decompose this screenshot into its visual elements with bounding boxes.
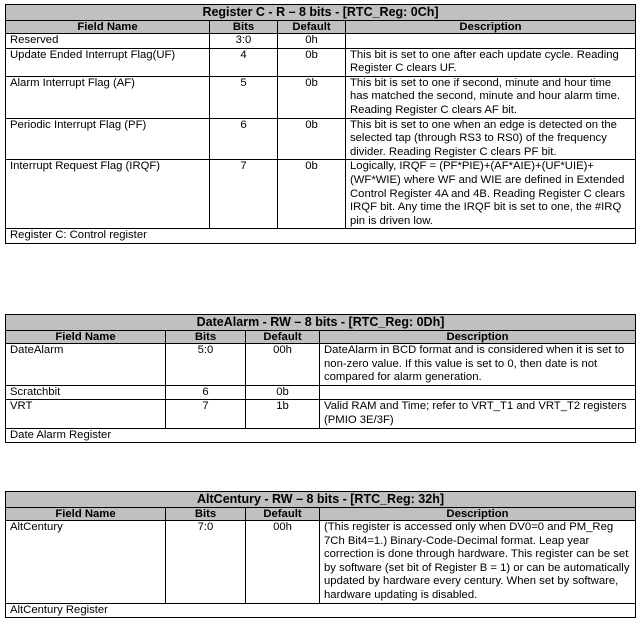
field-name-cell: Periodic Interrupt Flag (PF) [6, 118, 210, 160]
field-name-cell: DateAlarm [6, 344, 166, 386]
table-title: Register C - R – 8 bits - [RTC_Reg: 0Ch] [6, 5, 636, 21]
table-title: DateAlarm - RW – 8 bits - [RTC_Reg: 0Dh] [6, 315, 636, 331]
default-cell: 0b [278, 160, 346, 229]
col-header-bits: Bits [210, 21, 278, 34]
table-row [6, 76, 636, 118]
description-cell: This bit is set to one if second, minute and hour time has matched the second, minute and hour alarm time. Reading Register C clears AF bit. [346, 76, 636, 118]
table-caption: Date Alarm Register [6, 428, 636, 443]
col-header-default: Default [246, 331, 320, 344]
col-header-description: Description [346, 21, 636, 34]
default-cell: 0b [278, 76, 346, 118]
col-header-bits: Bits [166, 331, 246, 344]
field-name-cell: Interrupt Request Flag (IRQF) [6, 160, 210, 229]
col-header-description: Description [320, 508, 636, 521]
field-name-cell: AltCentury [6, 521, 166, 604]
default-cell: 1b [246, 400, 320, 428]
table-caption: Register C: Control register [6, 229, 636, 244]
description-cell: Valid RAM and Time; refer to VRT_T1 and VRT_T2 registers (PMIO 3E/3F) [320, 400, 636, 428]
table-row [6, 344, 636, 386]
col-header-default: Default [278, 21, 346, 34]
field-name-cell: Alarm Interrupt Flag (AF) [6, 76, 210, 118]
register-c-table [5, 4, 636, 244]
description-cell [346, 34, 636, 49]
field-name-cell: Scratchbit [6, 385, 166, 400]
bits-cell: 7 [166, 400, 246, 428]
col-header-field-name: Field Name [6, 21, 210, 34]
alt-century-table [5, 491, 636, 618]
bits-cell: 4 [210, 48, 278, 76]
table-row [6, 385, 636, 400]
default-cell: 0b [246, 385, 320, 400]
col-header-bits: Bits [166, 508, 246, 521]
table-row [6, 521, 636, 604]
bits-cell: 7:0 [166, 521, 246, 604]
table-row [6, 48, 636, 76]
default-cell: 00h [246, 344, 320, 386]
default-cell: 0b [278, 118, 346, 160]
description-cell: Logically, IRQF = (PF*PIE)+(AF*AIE)+(UF*UIE)+(WF*WIE) where WF and WIE are defined in Extended Control Register 4A and 4B. Reading Register C clears IRQF bit. Any time the IRQF bit is set to one, the #IRQ pin is driven low. [346, 160, 636, 229]
bits-cell: 6 [210, 118, 278, 160]
date-alarm-table [5, 314, 636, 443]
default-cell: 0b [278, 48, 346, 76]
description-cell: (This register is accessed only when DV0=0 and PM_Reg 7Ch Bit4=1.) Binary-Code-Decimal format. Leap year correction is done through hardware. This register can be set by software (set bit of Register B = 1) or can be automatically updated by hardware every century. When set by software, hardware updating is disabled. [320, 521, 636, 604]
table-title: AltCentury - RW – 8 bits - [RTC_Reg: 32h] [6, 492, 636, 508]
table-row [6, 34, 636, 49]
default-cell: 0h [278, 34, 346, 49]
bits-cell: 5:0 [166, 344, 246, 386]
table-caption: AltCentury Register [6, 603, 636, 618]
table-row [6, 118, 636, 160]
field-name-cell: Reserved [6, 34, 210, 49]
bits-cell: 6 [166, 385, 246, 400]
description-cell: This bit is set to one when an edge is detected on the selected tap (through RS3 to RS0) of the frequency divider. Reading Register C clears PF bit. [346, 118, 636, 160]
bits-cell: 3:0 [210, 34, 278, 49]
field-name-cell: Update Ended Interrupt Flag(UF) [6, 48, 210, 76]
col-header-default: Default [246, 508, 320, 521]
col-header-field-name: Field Name [6, 508, 166, 521]
bits-cell: 7 [210, 160, 278, 229]
default-cell: 00h [246, 521, 320, 604]
col-header-description: Description [320, 331, 636, 344]
table-row [6, 160, 636, 229]
table-row [6, 400, 636, 428]
description-cell: This bit is set to one after each update cycle. Reading Register C clears UF. [346, 48, 636, 76]
col-header-field-name: Field Name [6, 331, 166, 344]
description-cell: DateAlarm in BCD format and is considered when it is set to non-zero value. If this value is set to 0, then date is not compared for alarm generation. [320, 344, 636, 386]
description-cell [320, 385, 636, 400]
bits-cell: 5 [210, 76, 278, 118]
field-name-cell: VRT [6, 400, 166, 428]
